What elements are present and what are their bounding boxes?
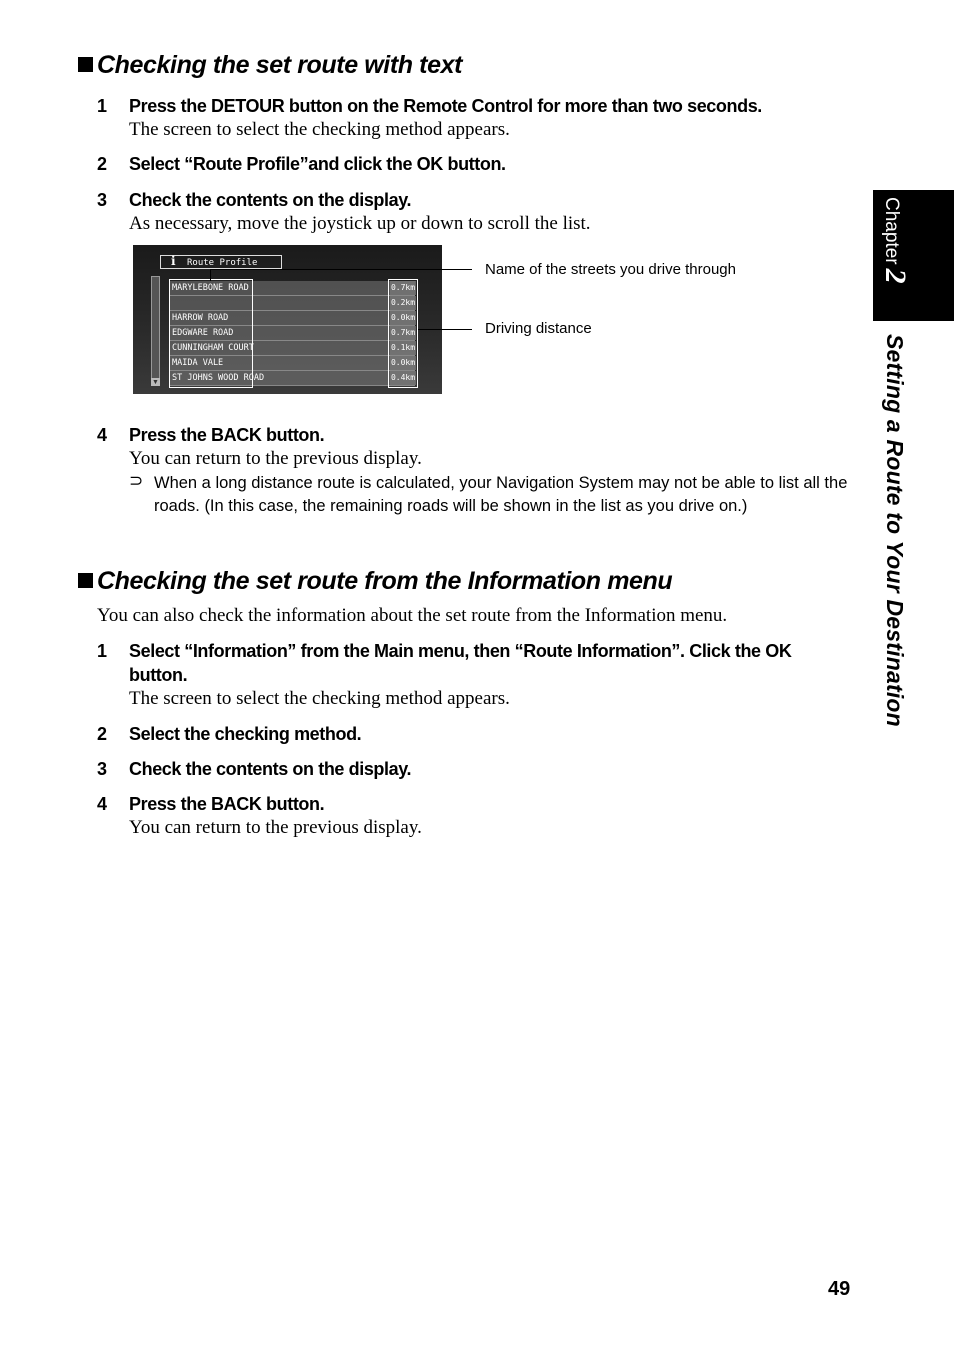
step-number: 3 <box>97 190 108 210</box>
step-number: 2 <box>97 724 108 744</box>
step-text: Press the BACK button. <box>129 425 325 445</box>
step-description: As necessary, move the joystick up or down to scroll the list. <box>129 213 591 234</box>
step-text: Select the checking method. <box>129 724 362 744</box>
callout-line-distance <box>418 329 472 330</box>
step-text: Select “Route Profile”and click the OK button. <box>129 154 506 174</box>
step-text: Check the contents on the display. <box>129 190 412 210</box>
intro-text: You can also check the information about the set route from the Information menu. <box>97 605 728 626</box>
step-description: You can return to the previous display. <box>129 817 422 838</box>
section-heading: Checking the set route with text <box>78 53 462 78</box>
distance-bracket <box>388 279 418 388</box>
street-name-bracket <box>169 279 253 388</box>
route-row: CUNNINGHAM COURT 0.1km <box>169 341 415 356</box>
step-number: 4 <box>97 794 108 814</box>
step-description: The screen to select the checking method appears. <box>129 119 510 140</box>
step-text: Press the DETOUR button on the Remote Control for more than two seconds. <box>129 96 762 116</box>
step-text: Check the contents on the display. <box>129 759 412 779</box>
section-heading: Checking the set route from the Information menu <box>78 569 672 594</box>
route-profile-screen <box>133 245 442 394</box>
step-number: 2 <box>97 154 108 174</box>
page-number: 49 <box>828 1278 851 1300</box>
callout-distance-label: Driving distance <box>485 320 592 337</box>
step-number: 4 <box>97 425 108 445</box>
chapter-tab-label: Chapter2 <box>879 197 912 284</box>
info-icon: i <box>171 254 176 268</box>
step-number: 3 <box>97 759 108 779</box>
route-row: MARYLEBONE ROAD 0.7km <box>169 281 415 296</box>
route-row: HARROW ROAD 0.0km <box>169 311 415 326</box>
square-bullet-icon <box>78 573 93 588</box>
route-row: MAIDA VALE 0.0km <box>169 356 415 371</box>
square-bullet-icon <box>78 57 93 72</box>
route-row: EDGWARE ROAD 0.7km <box>169 326 415 341</box>
route-row: ST JOHNS WOOD ROAD 0.4km <box>169 371 415 386</box>
step-number: 1 <box>97 96 108 116</box>
note-text: When a long distance route is calculated, your Navigation System may not be able to list all the roads. (In this case, the remaining roads will be shown in the list as you drive on.) <box>154 474 848 515</box>
step-description: The screen to select the checking method appears. <box>129 688 510 709</box>
step-text: Press the BACK button. <box>129 794 325 814</box>
step-text: Select “Information” from the Main menu, then “Route Information”. Click the OK <box>129 641 792 661</box>
route-row: 0.2km <box>169 296 415 311</box>
step-number: 1 <box>97 641 108 661</box>
callout-line-streets <box>210 269 472 270</box>
scroll-down-icon: ▼ <box>152 378 159 386</box>
callout-streets-label: Name of the streets you drive through <box>485 261 736 278</box>
scrollbar <box>151 276 160 386</box>
screen-title: Route Profile <box>160 255 282 269</box>
note-arrow-icon: ⊃ <box>129 471 144 491</box>
callout-tick-streets <box>210 269 211 281</box>
step-description: You can return to the previous display. <box>129 448 422 469</box>
step-text-continued: button. <box>129 665 188 685</box>
chapter-title: Setting a Route to Your Destination <box>882 334 908 727</box>
